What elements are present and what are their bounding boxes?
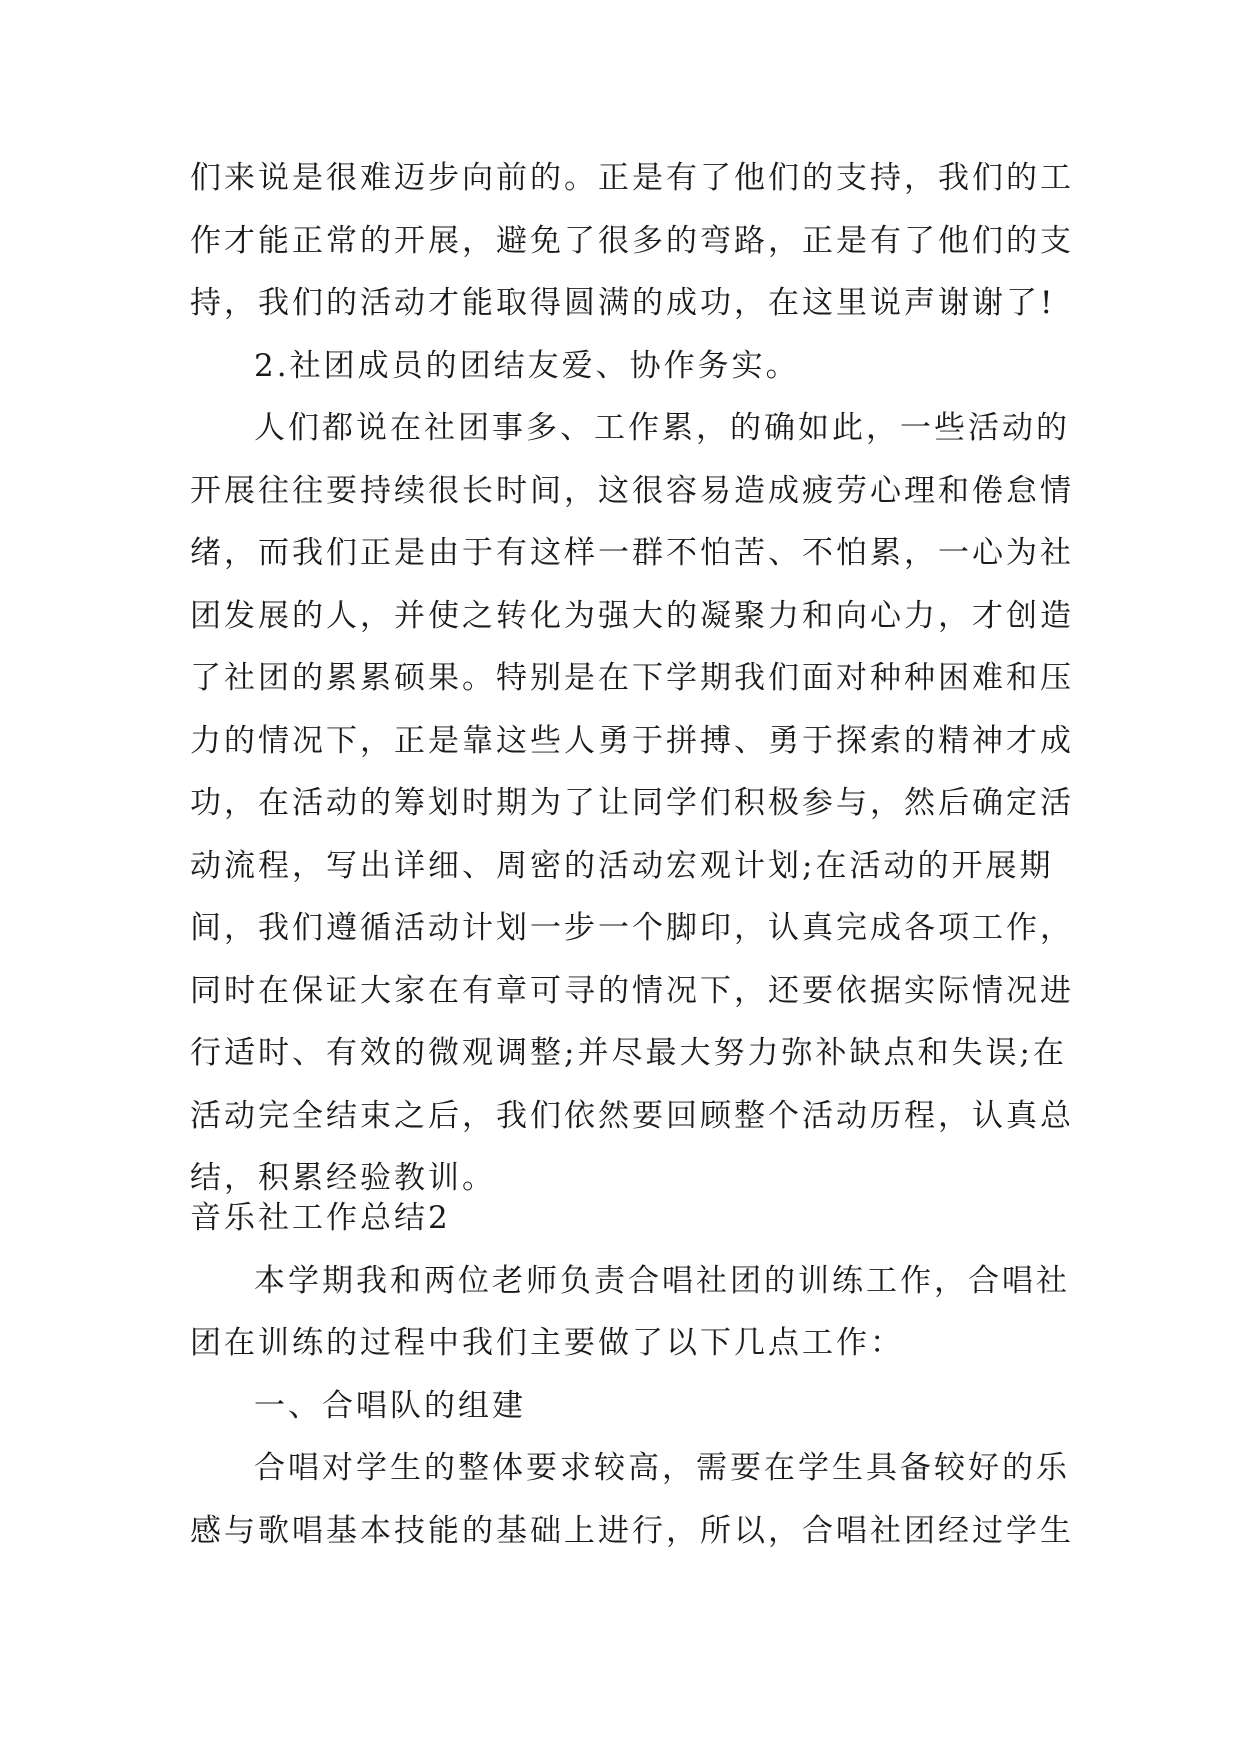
paragraph-line: 绪，而我们正是由于有这样一群不怕苦、不怕累，一心为社 bbox=[190, 535, 1074, 571]
paragraph-line: 合唱对学生的整体要求较高，需要在学生具备较好的乐 bbox=[254, 1450, 1070, 1486]
paragraph-line: 结，积累经验教训。 bbox=[190, 1160, 496, 1196]
paragraph-line: 感与歌唱基本技能的基础上进行，所以，合唱社团经过学生 bbox=[190, 1512, 1074, 1549]
paragraph-line: 活动完全结束之后，我们依然要回顾整个活动历程，认真总 bbox=[190, 1097, 1074, 1134]
list-item-heading: 一、合唱队的组建 bbox=[254, 1387, 526, 1424]
paragraph-line: 动流程，写出详细、周密的活动宏观计划;在活动的开展期 bbox=[190, 847, 1054, 884]
paragraph-line: 们来说是很难迈步向前的。正是有了他们的支持，我们的工 bbox=[190, 160, 1074, 196]
section-b-body bbox=[190, 1187, 1074, 1562]
paragraph-line: 人们都说在社团事多、工作累，的确如此，一些活动的 bbox=[254, 410, 1070, 446]
paragraph-line: 本学期我和两位老师负责合唱社团的训练工作，合唱社 bbox=[254, 1262, 1070, 1299]
paragraph-line: 了社团的累累硕果。特别是在下学期我们面对种种困难和压 bbox=[190, 660, 1074, 696]
paragraph-line: 团发展的人，并使之转化为强大的凝聚力和向心力，才创造 bbox=[190, 597, 1074, 634]
list-item-heading: 2.社团成员的团结友爱、协作务实。 bbox=[254, 347, 800, 384]
paragraph-line: 间，我们遵循活动计划一步一个脚印，认真完成各项工作， bbox=[190, 910, 1074, 946]
paragraph-line: 持，我们的活动才能取得圆满的成功，在这里说声谢谢了! bbox=[190, 285, 1056, 321]
section-a-body bbox=[190, 147, 1074, 1210]
paragraph-line: 开展往往要持续很长时间，这很容易造成疲劳心理和倦怠情 bbox=[190, 472, 1074, 509]
paragraph-line: 力的情况下，正是靠这些人勇于拼搏、勇于探索的精神才成 bbox=[190, 722, 1074, 759]
paragraph-line: 团在训练的过程中我们主要做了以下几点工作： bbox=[190, 1325, 904, 1361]
paragraph-line: 功，在活动的筹划时期为了让同学们积极参与，然后确定活 bbox=[190, 785, 1074, 821]
paragraph-line: 作才能正常的开展，避免了很多的弯路，正是有了他们的支 bbox=[190, 222, 1074, 259]
paragraph-line: 行适时、有效的微观调整;并尽最大努力弥补缺点和失误;在 bbox=[190, 1035, 1067, 1071]
section-heading: 音乐社工作总结2 bbox=[190, 1200, 451, 1236]
paragraph-line: 同时在保证大家在有章可寻的情况下，还要依据实际情况进 bbox=[190, 972, 1074, 1009]
